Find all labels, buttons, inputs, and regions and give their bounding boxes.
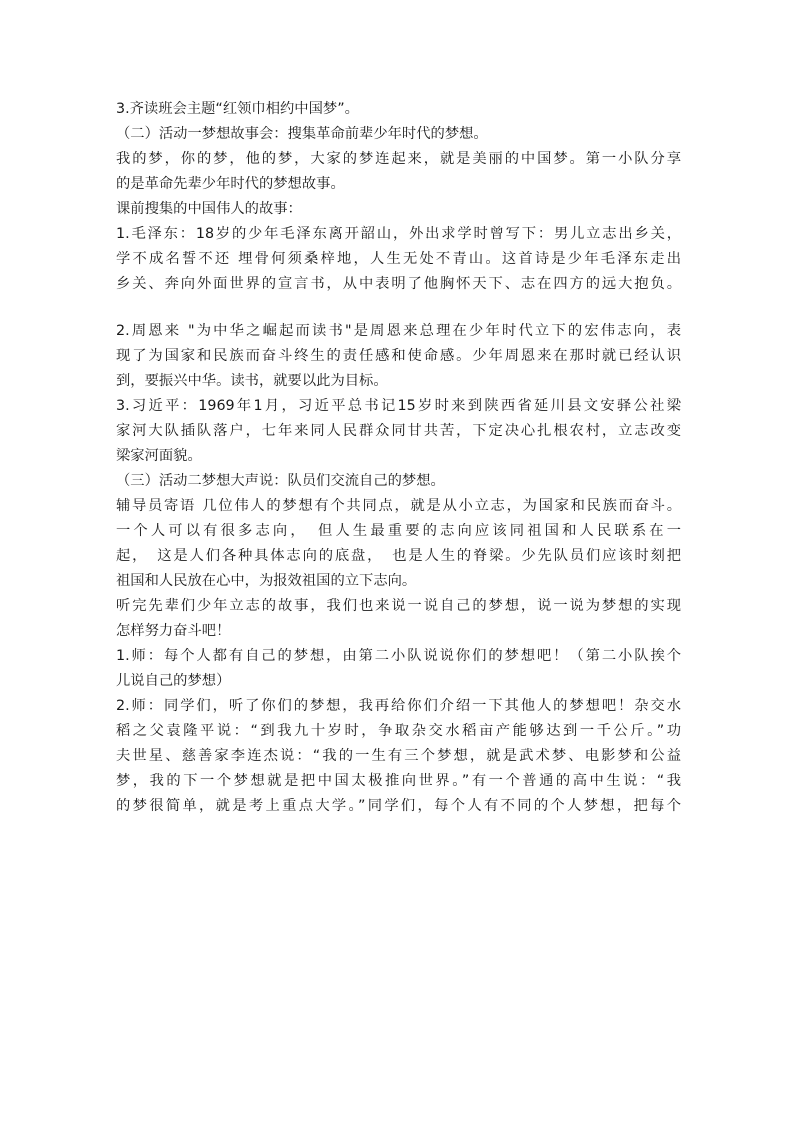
text-line: 儿说自己的梦想）: [116, 673, 231, 689]
text-line: 学不成名誓不还 埋骨何须桑梓地，人生无处不青山。这首诗是少年毛泽东走出: [116, 251, 681, 267]
text-line: 1.师：每个人都有自己的梦想，由第二小队说说你们的梦想吧！（第二小队挨个: [116, 648, 681, 664]
text-line: 3.齐读班会主题“红领巾相约中国梦”。: [116, 101, 359, 117]
text-line: 课前搜集的中国伟人的故事：: [116, 201, 302, 217]
text-line: 乡关、奔向外面世界的宣言书，从中表明了他胸怀天下、志在四方的远大抱负。: [116, 276, 681, 292]
text-line: 到，要振兴中华。读书，就要以此为目标。: [116, 373, 388, 389]
text-line: 怎样努力奋斗吧！: [116, 623, 231, 639]
text-line: 2.周恩来 "为中华之崛起而读书"是周恩来总理在少年时代立下的宏伟志向，表: [116, 323, 681, 339]
text-line: 祖国和人民放在心中，为报效祖国的立下志向。: [116, 573, 417, 589]
text-line: 起， 这是人们各种具体志向的底盘， 也是人生的脊梁。少先队员们应该时刻把: [116, 548, 681, 564]
section-heading: （二）活动一梦想故事会：搜集革命前辈少年时代的梦想。: [116, 126, 488, 142]
text-line: 夫世星、慈善家李连杰说：“我的一生有三个梦想，就是武术梦、电影梦和公益: [116, 748, 681, 764]
document-page: [116, 97, 681, 819]
text-line: 辅导员寄语 几位伟人的梦想有个共同点，就是从小立志，为国家和民族而奋斗。: [116, 498, 681, 514]
text-line: 现了为国家和民族而奋斗终生的责任感和使命感。少年周恩来在那时就已经认识: [116, 348, 681, 364]
text-line: 1.毛泽东：18岁的少年毛泽东离开韶山，外出求学时曾写下：男儿立志出乡关，: [116, 226, 681, 242]
text-line: 一个人可以有很多志向， 但人生最重要的志向应该同祖国和人民联系在一: [116, 523, 681, 539]
text-line: 2.师：同学们，听了你们的梦想，我再给你们介绍一下其他人的梦想吧！杂交水: [116, 698, 681, 714]
text-line: 的是革命先辈少年时代的梦想故事。: [116, 176, 345, 192]
text-line: 梁家河面貌。: [116, 448, 202, 464]
paragraph-gap: [116, 297, 681, 319]
text-line: 梦，我的下一个梦想就是把中国太极推向世界。”有一个普通的高中生说：“我: [116, 773, 681, 789]
text-line: 听完先辈们少年立志的故事，我们也来说一说自己的梦想，说一说为梦想的实现: [116, 598, 681, 614]
section-heading: （三）活动二梦想大声说：队员们交流自己的梦想。: [116, 473, 445, 489]
text-line: 我的梦，你的梦，他的梦，大家的梦连起来，就是美丽的中国梦。第一小队分享: [116, 151, 681, 167]
text-line: 稻之父袁隆平说：“到我九十岁时，争取杂交水稻亩产能够达到一千公斤。”功: [116, 723, 681, 739]
text-line: 3.习近平：1969年1月，习近平总书记15岁时来到陕西省延川县文安驿公社梁: [116, 398, 681, 414]
text-line: 家河大队插队落户，七年来同人民群众同甘共苦，下定决心扎根农村，立志改变: [116, 423, 681, 439]
text-line: 的梦很简单，就是考上重点大学。”同学们，每个人有不同的个人梦想，把每个: [116, 798, 681, 814]
